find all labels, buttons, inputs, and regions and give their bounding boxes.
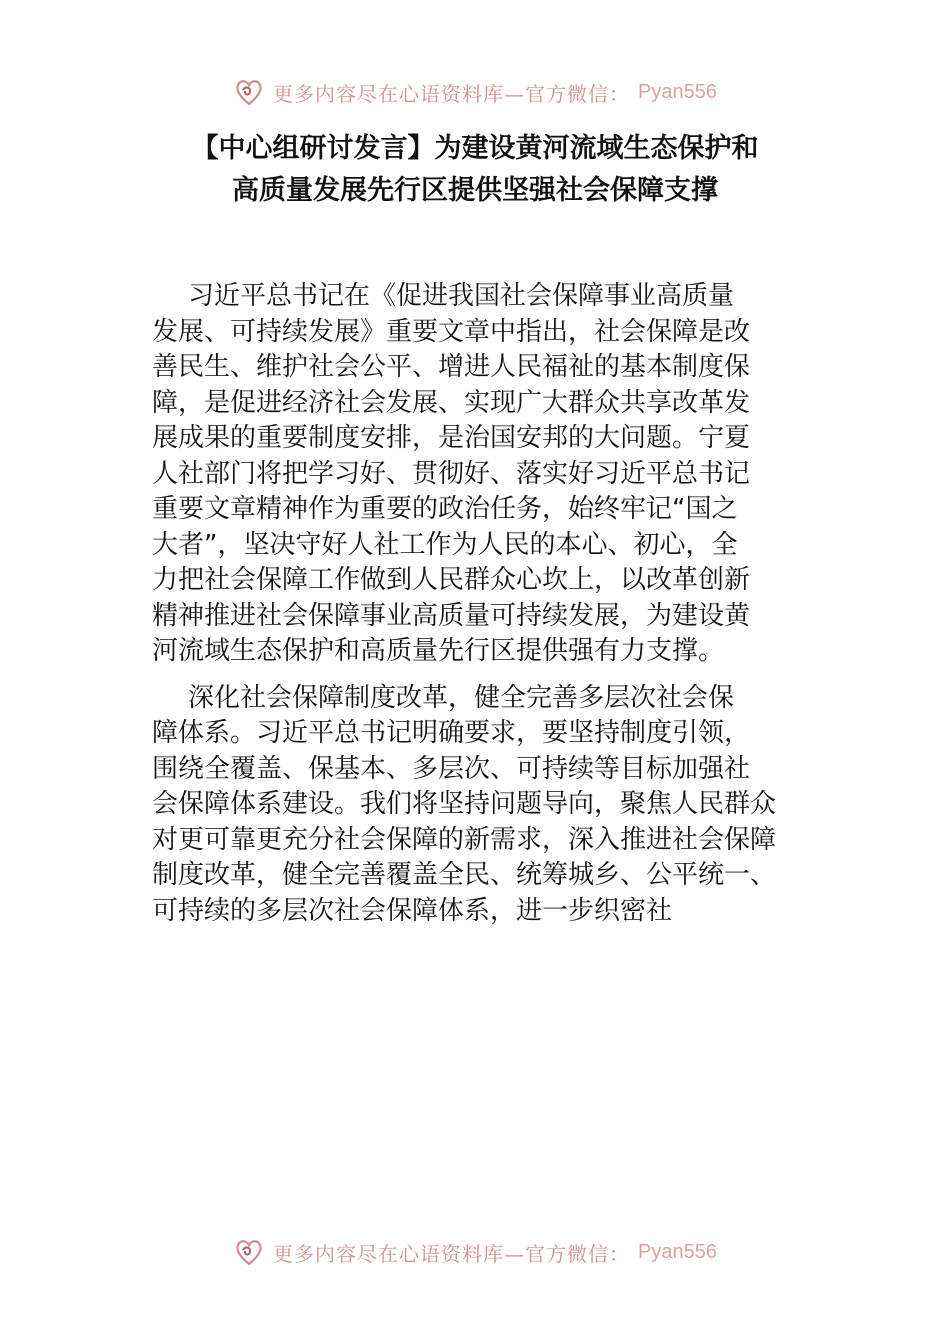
text-line: 善民生、维护社会公平、增进人民福祉的基本制度保 xyxy=(152,352,751,382)
text-line: 重要文章精神作为重要的政治任务，始终牢记“国之 xyxy=(152,494,738,524)
watermark-text: 更多内容尽在心语资料库—官方微信： xyxy=(273,1241,631,1266)
heart-swirl-logo-icon xyxy=(233,76,265,108)
text-line: 习近平总书记在《促进我国社会保障事业高质量 xyxy=(188,281,735,311)
text-line: 障体系。习近平总书记明确要求，要坚持制度引领， xyxy=(152,718,751,748)
document-body xyxy=(152,279,812,929)
footer-watermark xyxy=(0,1232,950,1272)
watermark-handle: Pyan556 xyxy=(638,80,717,103)
text-line: 会保障体系建设。我们将坚持问题导向，聚焦人民群众 xyxy=(152,789,777,819)
text-line: 制度改革，健全完善覆盖全民、统筹城乡、公平统一、 xyxy=(152,860,777,890)
text-line: 展成果的重要制度安排，是治国安邦的大问题。宁夏 xyxy=(152,423,751,453)
text-line: 人社部门将把学习好、贯彻好、落实好习近平总书记 xyxy=(152,458,751,489)
text-line: 障，是促进经济社会发展、实现广大群众共享改革发 xyxy=(152,387,751,418)
text-line: 精神推进社会保障事业高质量可持续发展，为建设黄 xyxy=(152,600,751,631)
text-line: 围绕全覆盖、保基本、多层次、可持续等目标加强社 xyxy=(152,753,751,784)
title-line: 高质量发展先行区提供坚强社会保障支撑 xyxy=(232,175,718,206)
header-watermark xyxy=(0,72,950,112)
heart-swirl-logo-icon xyxy=(233,1236,265,1268)
text-line: 深化社会保障制度改革，健全完善多层次社会保 xyxy=(188,682,735,713)
text-line: 河流域生态保护和高质量先行区提供强有力支撑。 xyxy=(152,636,725,666)
paragraph xyxy=(152,681,812,930)
title-line: 【中心组研讨发言】为建设黄河流域生态保护和 xyxy=(191,133,759,164)
text-line: 对更可靠更充分社会保障的新需求，深入推进社会保障 xyxy=(152,824,777,855)
watermark-text: 更多内容尽在心语资料库—官方微信： xyxy=(273,81,631,106)
text-line: 可持续的多层次社会保障体系，进一步织密社 xyxy=(152,895,673,926)
paragraph xyxy=(152,279,812,670)
document-title xyxy=(100,128,850,212)
watermark-handle: Pyan556 xyxy=(638,1240,717,1263)
text-line: 发展、可持续发展》重要文章中指出，社会保障是改 xyxy=(152,316,751,347)
text-line: 大者”，坚决守好人社工作为人民的本心、初心，全 xyxy=(152,529,738,560)
text-line: 力把社会保障工作做到人民群众心坎上，以改革创新 xyxy=(152,565,751,595)
